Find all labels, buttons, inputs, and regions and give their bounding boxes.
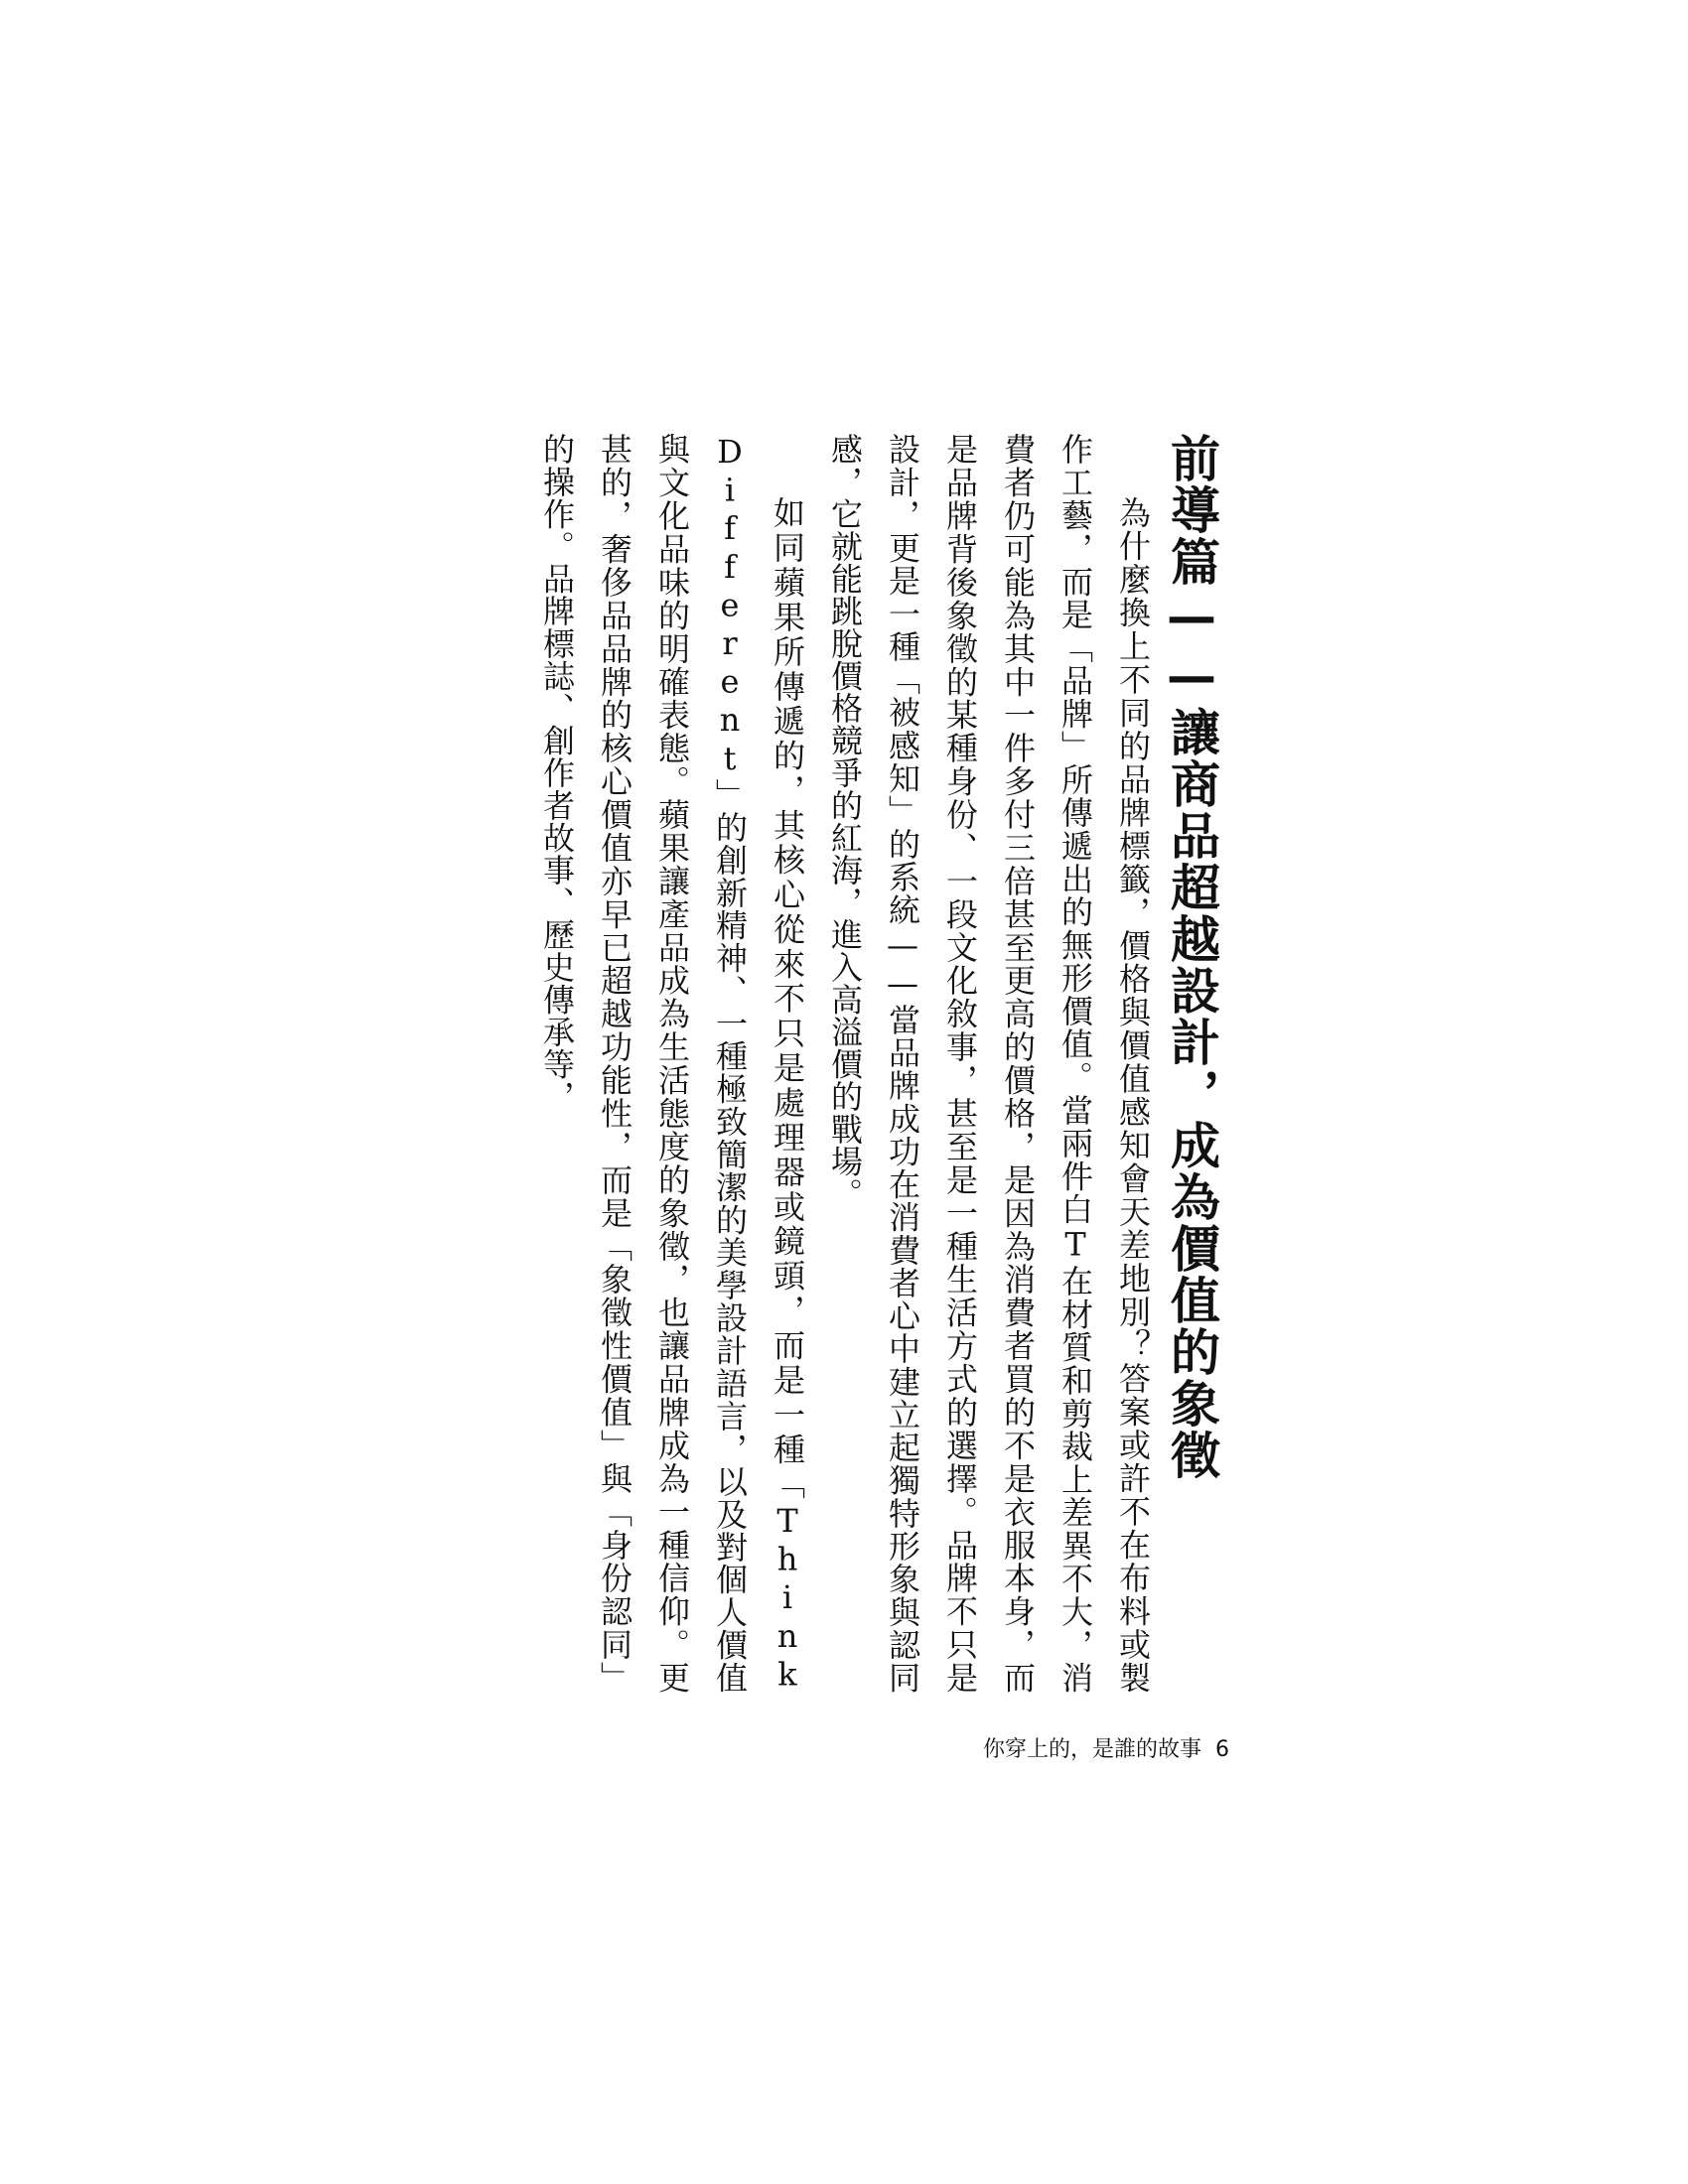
page-number: 6 [1215,1737,1230,1762]
running-footer [983,1735,1229,1765]
body-paragraph-2: 如同蘋果所傳遞的，其核心從來不只是處理器或鏡頭，而是一種「Think Different」的創新精神、一種極致簡潔的美學設計語言，以及對個人價值與文化品味的明確表態。蘋果讓產品成為生活態度的象徵，也讓品牌成為一種信仰。更甚的，奢侈品品牌的核心價值亦早已超越功能性，而是「象徵性價值」與「身份認同」的操作。品牌標誌、創作者故事、歷史傳承等， [538,433,806,1694]
body-paragraph-1: 為什麼換上不同的品牌標籤，價格與價值感知會天差地別？答案或許不在布料或製作工藝，而是「品牌」所傳遞出的無形價值。當兩件白T在材質和剪裁上差異不大，消費者仍可能為其中一件多付三倍甚至更高的價格，是因為消費者買的不是衣服本身，而是品牌背後象徵的某種身份、一段文化敘事，甚至是一種生活方式的選擇。品牌不只是設計，更是一種「被感知」的系統——當品牌成功在消費者心中建立起獨特形象與認同感，它就能跳脫價格競爭的紅海，進入高溢價的戰場。 [826,433,1152,1694]
vertical-text-block [528,433,1221,1694]
chapter-title: 前導篇——讓商品超越設計，成為價值的象徵 [1163,433,1220,1481]
footer-book-title: 你穿上的，是誰的故事 [983,1737,1202,1762]
